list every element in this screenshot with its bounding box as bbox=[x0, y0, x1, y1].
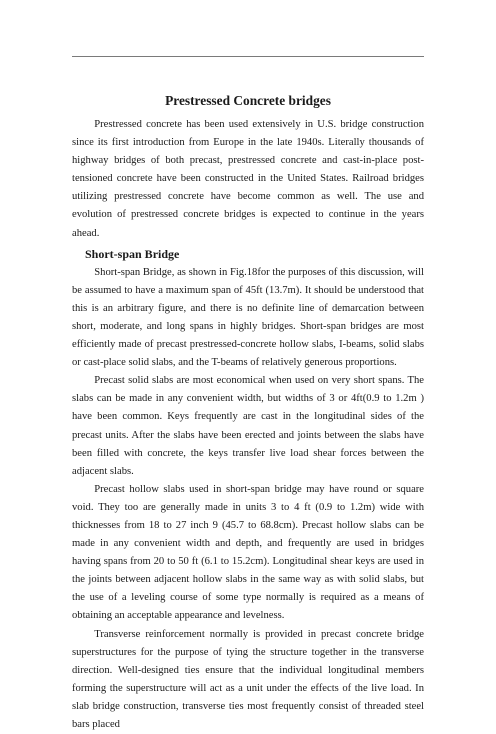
paragraph-short-span-definition: Short-span Bridge, as shown in Fig.18for the purposes of this discussion, will be assumed to have a maximum span of 45ft (13.7m). It should be understood that this is an arbitrary figure, and there is no definite line of demarcation between short, moderate, and long spans in highly bridges. Short-span bridges are most efficiently made of precast prestressed-concrete hollow slabs, I-beams, solid slabs or cast-place solid slabs, and the T-beams of relatively generous proportions. bbox=[72, 266, 424, 369]
header-rule bbox=[72, 56, 424, 57]
paragraph-precast-hollow-slabs: Precast hollow slabs used in short-span bridge may have round or square void. They too are generally made in units 3 to 4 ft (0.9 to 1.2m) wide with thicknesses from 18 to 27 inch 9 (45.7 to 68.8cm). Precast hollow slabs can be made in any convenient width and depth, and frequently are used in bridges having spans from 20 to 50 ft (6.1 to 15.2cm). Longitudinal shear keys are used in the joints between adjacent hollow slabs in the same way as with solid slabs, but the use of a leveling course of some type normally is required as a means of obtaining an acceptable appearance and levelness. bbox=[72, 483, 424, 622]
paragraph-transverse-reinforcement: Transverse reinforcement normally is provided in precast concrete bridge superstructures for the purpose of tying the structure together in the transverse direction. Well-designed ties ensure that the individual longitudinal members forming the superstructure will act as a unit under the effects of the live load. In slab bridge construction, transverse ties most frequently consist of threaded steel bars placed bbox=[72, 628, 424, 730]
document-body bbox=[72, 92, 424, 734]
paragraph-precast-solid-slabs: Precast solid slabs are most economical when used on very short spans. The slabs can be made in any convenient width, but widths of 3 or 4ft(0.9 to 1.2m ) have been common. Keys frequently are cast in the longitudinal sides of the precast units. After the slabs have been erected and joints between the slabs have been filled with concrete, the keys transfer live load shear forces between the adjacent slabs. bbox=[72, 375, 424, 477]
paragraph-intro: Prestressed concrete has been used extensively in U.S. bridge construction since its first introduction from Europe in the late 1940s. Literally thousands of highway bridges of both precast, prestressed concrete and cast-in-place post-tensioned concrete have been constructed in the United States. Railroad bridges utilizing prestressed concrete have become common as well. The use and evolution of prestressed concrete bridges is expected to continue in the years ahead. bbox=[72, 119, 424, 239]
section-heading: Short-span Bridge bbox=[85, 246, 180, 261]
document-title: Prestressed Concrete bridges bbox=[165, 93, 331, 108]
